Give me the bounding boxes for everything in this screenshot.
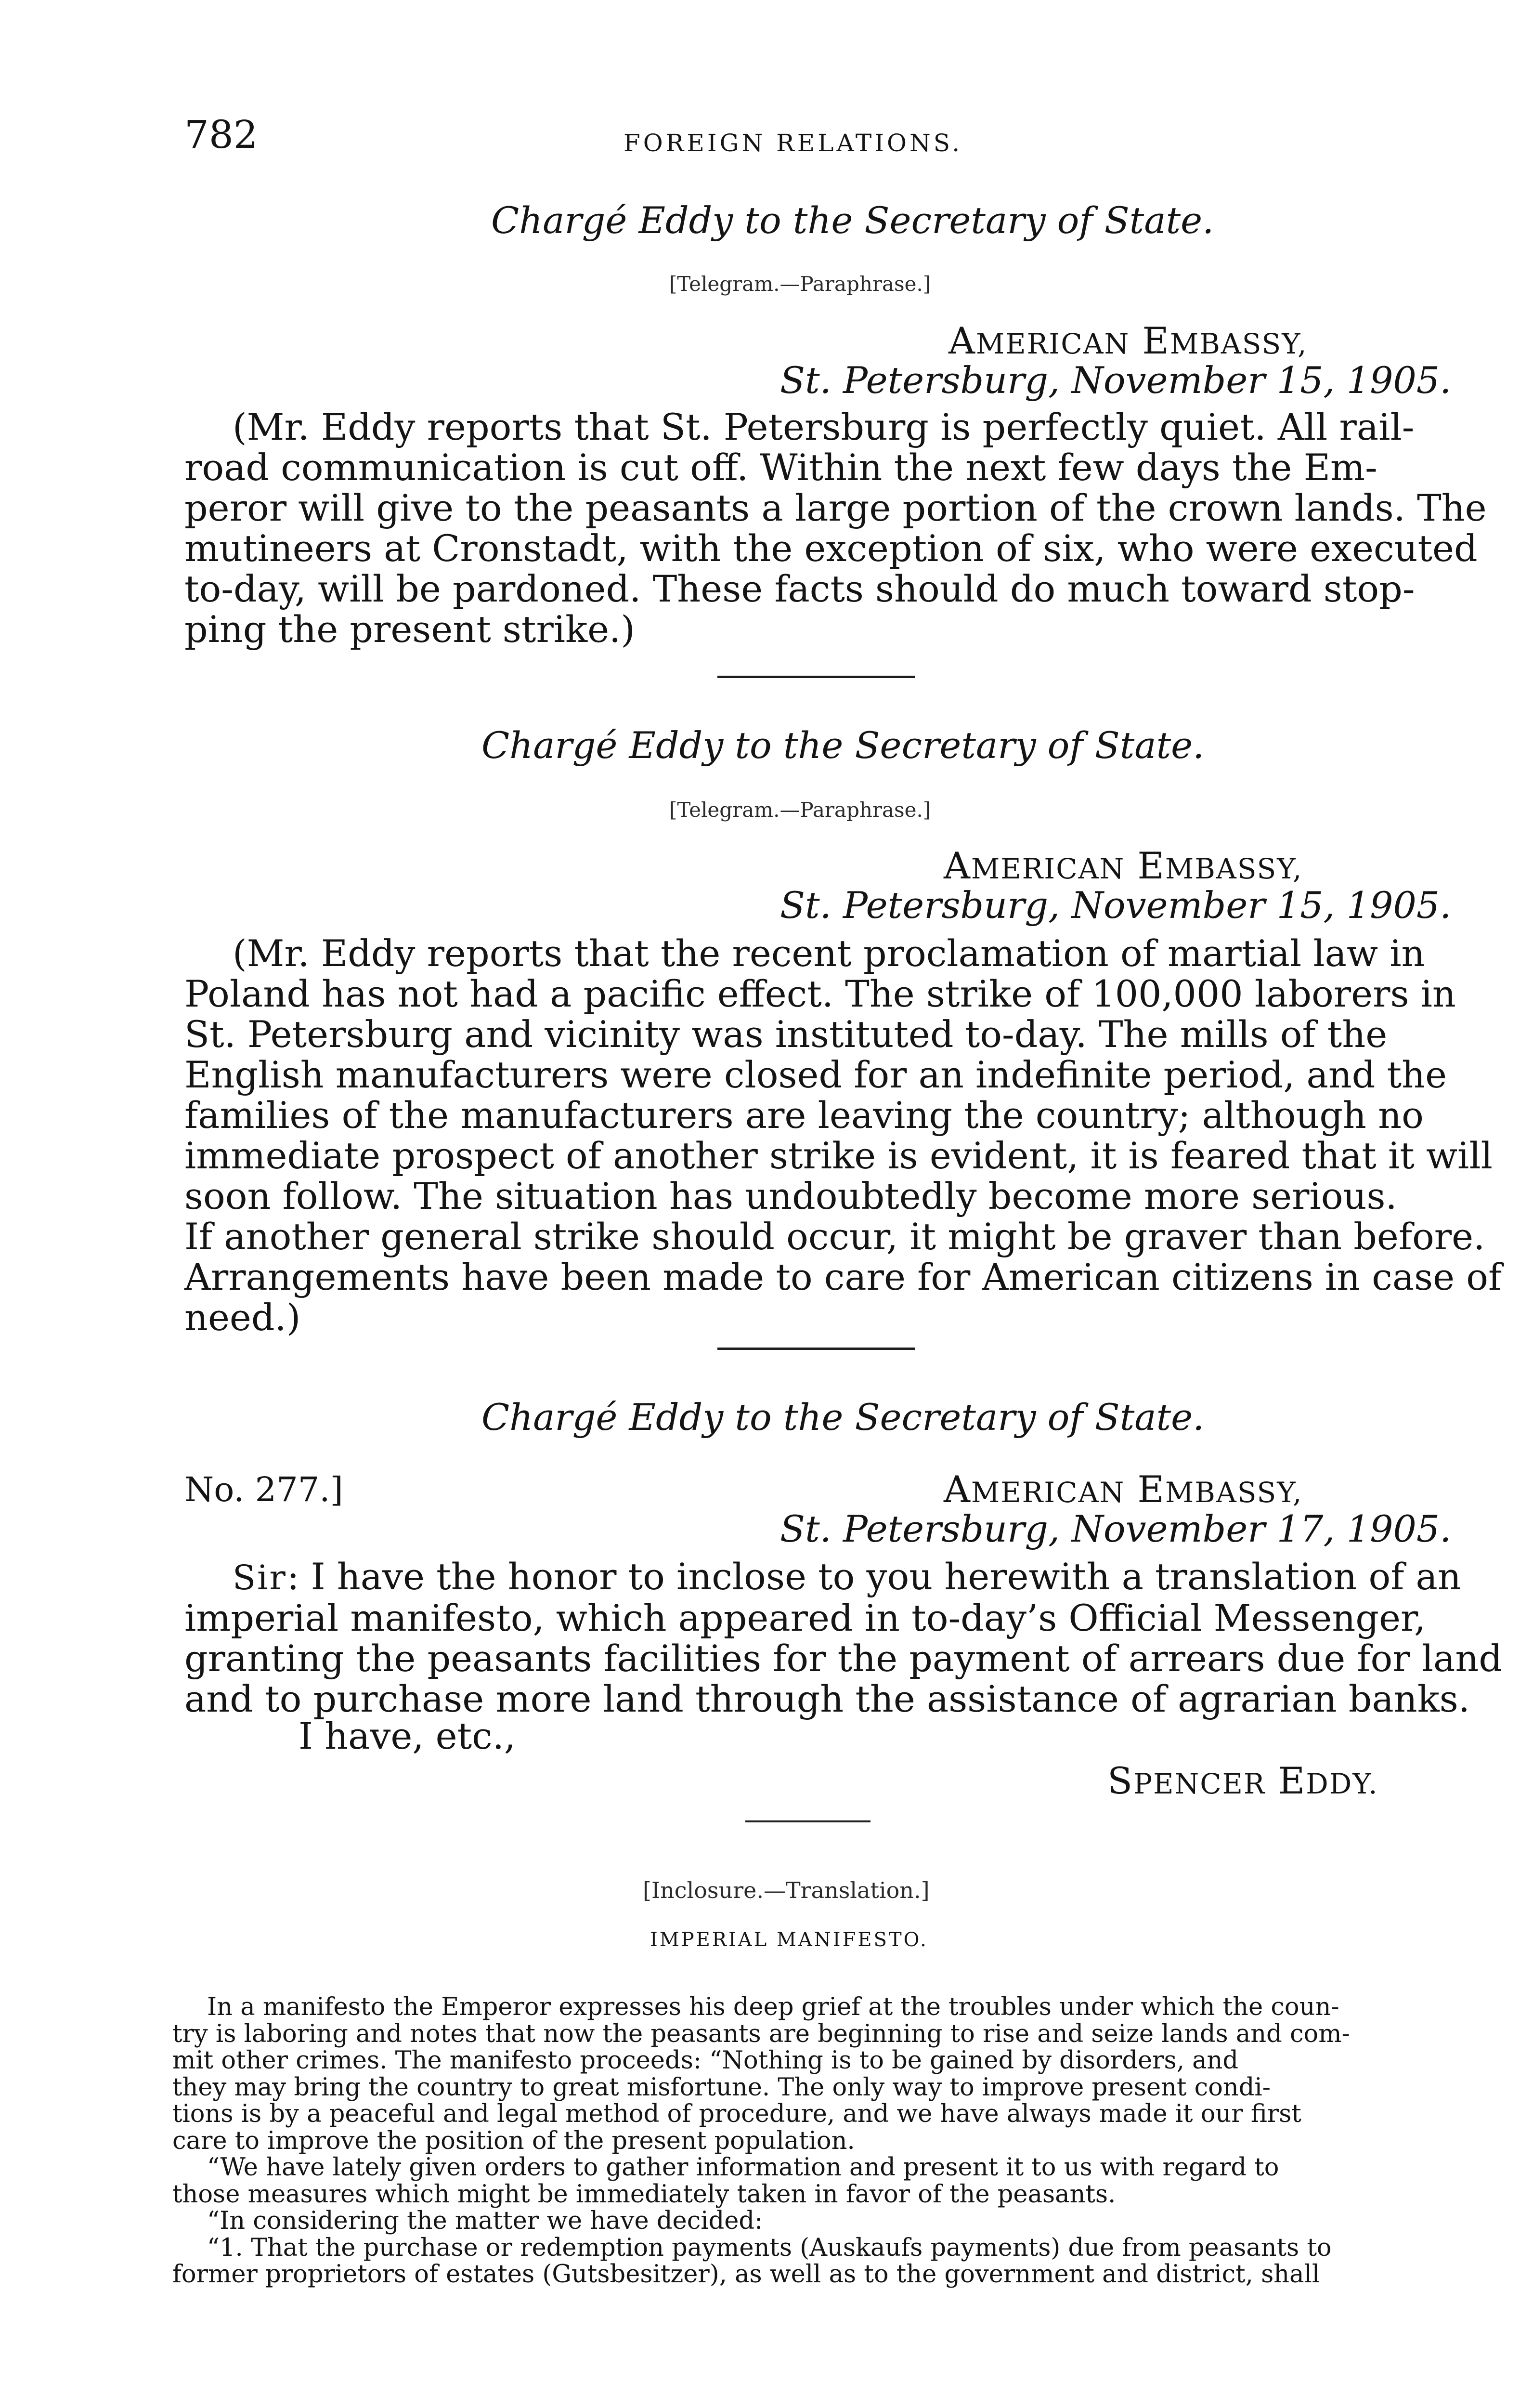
doc3-number: No. 277.] <box>184 1470 343 1509</box>
body-line: mutineers at Cronstadt, with the exception of six, who were executed <box>184 527 1478 570</box>
body-line: Sir: I have the honor to inclose to you herewith a translation of an <box>233 1555 1461 1598</box>
body-line: soon follow. The situation has undoubtedly become more serious. <box>184 1175 1397 1217</box>
doc3-dateline: St. Petersburg, November 17, 1905. <box>780 1507 1452 1550</box>
body-line: and to purchase more land through the assistance of agrarian banks. <box>184 1677 1470 1720</box>
doc2-embassy: AMERICAN EMBASSY, <box>944 844 1303 887</box>
doc3-closing: I have, etc., <box>299 1714 516 1757</box>
doc2-heading: Chargé Eddy to the Secretary of State. <box>481 724 1205 767</box>
doc3-body <box>184 1555 1502 1720</box>
inclosure-line: try is laboring and notes that now the peasants are beginning to rise and seize lands and com- <box>172 2019 1350 2048</box>
inclosure-line: “1. That the purchase or redemption payments (Auskaufs payments) due from peasants to <box>207 2233 1332 2262</box>
body-line: Arrangements have been made to care for American citizens in case of <box>184 1256 1502 1298</box>
doc2-body <box>184 932 1502 1339</box>
body-line: (Mr. Eddy reports that the recent proclamation of martial law in <box>233 932 1425 975</box>
inclosure-line: “We have lately given orders to gather information and present it to us with regard to <box>207 2153 1279 2182</box>
body-line: families of the manufacturers are leaving the country; although no <box>184 1094 1424 1137</box>
section-divider <box>717 676 915 678</box>
body-line: If another general strike should occur, it might be graver than before. <box>184 1215 1485 1258</box>
section-divider <box>717 1348 915 1350</box>
doc1-dateline: St. Petersburg, November 15, 1905. <box>780 359 1452 402</box>
body-line: Poland has not had a pacific effect. The strike of 100,000 laborers in <box>184 972 1456 1015</box>
inclosure-line: mit other crimes. The manifesto proceeds: “Nothing is to be gained by disorders, and <box>172 2046 1239 2075</box>
body-line: imperial manifesto, which appeared in to-day’s Official Messenger, <box>184 1597 1426 1639</box>
body-line: peror will give to the peasants a large portion of the crown lands. The <box>184 486 1487 529</box>
doc1-embassy: AMERICAN EMBASSY, <box>948 319 1308 362</box>
body-line: immediate prospect of another strike is evident, it is feared that it will <box>184 1134 1493 1177</box>
section-divider <box>745 1820 870 1822</box>
inclosure-line: tions is by a peaceful and legal method of procedure, and we have always made it our first <box>172 2100 1301 2128</box>
body-line: English manufacturers were closed for an indefinite period, and the <box>184 1053 1447 1096</box>
inclosure-title: IMPERIAL MANIFESTO. <box>650 1929 928 1951</box>
page-number: 782 <box>184 112 258 157</box>
doc1-subheading: [Telegram.—Paraphrase.] <box>669 272 931 296</box>
inclosure-line: In a manifesto the Emperor expresses his deep grief at the troubles under which the coun- <box>207 1993 1339 2021</box>
inclosure-line: they may bring the country to great misfortune. The only way to improve present condi- <box>172 2073 1271 2102</box>
inclosure-label: [Inclosure.—Translation.] <box>643 1877 930 1903</box>
inclosure-line: those measures which might be immediately taken in favor of the peasants. <box>172 2180 1116 2209</box>
doc3-signature: SPENCER EDDY. <box>1107 1759 1378 1802</box>
body-line: to-day, will be pardoned. These facts should do much toward stop- <box>184 567 1415 610</box>
inclosure-line: “In considering the matter we have decided: <box>207 2207 763 2235</box>
body-line: granting the peasants facilities for the payment of arrears due for land <box>184 1637 1502 1680</box>
body-line: St. Petersburg and vicinity was instituted to-day. The mills of the <box>184 1013 1388 1056</box>
body-line: ping the present strike.) <box>184 608 635 651</box>
running-title: FOREIGN RELATIONS. <box>624 129 963 157</box>
doc1-heading: Chargé Eddy to the Secretary of State. <box>491 199 1214 242</box>
doc1-body <box>184 406 1487 651</box>
doc2-dateline: St. Petersburg, November 15, 1905. <box>780 884 1452 927</box>
doc2-subheading: [Telegram.—Paraphrase.] <box>669 798 931 822</box>
body-line: road communication is cut off. Within the next few days the Em- <box>184 446 1377 489</box>
inclosure-line: care to improve the position of the present population. <box>172 2126 855 2155</box>
body-line: need.) <box>184 1296 301 1339</box>
body-line: (Mr. Eddy reports that St. Petersburg is perfectly quiet. All rail- <box>233 406 1415 448</box>
doc3-embassy: AMERICAN EMBASSY, <box>944 1468 1303 1511</box>
doc3-heading: Chargé Eddy to the Secretary of State. <box>481 1396 1205 1439</box>
inclosure-body <box>172 1994 1448 2288</box>
inclosure-line: former proprietors of estates (Gutsbesitzer), as well as to the government and district, shall <box>172 2260 1320 2289</box>
salutation: Sir <box>233 1558 287 1597</box>
